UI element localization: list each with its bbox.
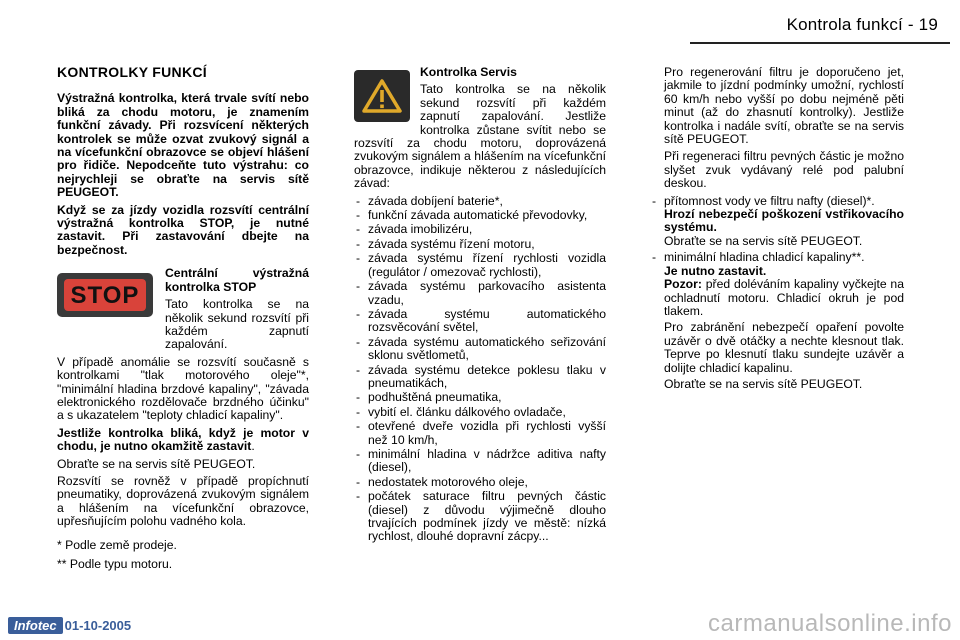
water-warning: Hrozí nebezpečí poškození vstřikovacího systému.	[664, 207, 904, 235]
footnotes	[57, 539, 309, 572]
list-item	[650, 251, 904, 391]
stop-title: Centrální výstražná kontrolka STOP	[165, 266, 309, 294]
list-item: - závada systému řízení motoru,	[354, 238, 606, 251]
list-item: - vybití el. článku dálkového ovladače,	[354, 406, 606, 419]
stop-warning-icon	[57, 273, 153, 317]
fault-list	[354, 195, 606, 544]
list-item	[650, 195, 904, 249]
additional-list	[650, 195, 904, 392]
service-title: Kontrolka Servis	[420, 65, 517, 79]
water-item: - přítomnost vody ve filtru nafty (diesel)*.	[664, 193, 875, 208]
page-header	[0, 0, 960, 46]
anomaly-text: V případě anomálie se rozsvítí současně s kontrolkami "tlak motorového oleje"*, "minimální hladina brzdové kapaliny", "závada elektronického rozdělovače brzdného účinku" a s ukazatelem "teploty chladicí kapaliny".	[57, 354, 309, 423]
intro-stop: Když se za jízdy vozidla rozsvítí centrální výstražná kontrolka STOP, je nutné zastavit. Při zastavování dbejte na bezpečnost.	[57, 202, 309, 257]
blink-end: .	[251, 439, 255, 454]
footer-left	[8, 617, 131, 634]
column-2	[354, 66, 606, 545]
list-item: - závada systému řízení rychlosti vozidla (regulátor / omezovač rychlosti),	[354, 252, 606, 279]
footnote-2: ** Podle typu motoru.	[57, 557, 173, 571]
service-warning-block	[354, 66, 606, 191]
coolant-item: - minimální hladina chladicí kapaliny**.	[664, 250, 865, 265]
footnote-1: * Podle země prodeje.	[57, 537, 177, 552]
blink-warning: Jestliže kontrolka bliká, když je motor v chodu, je nutno okamžitě zastavit	[57, 425, 309, 454]
print-date: 01-10-2005	[64, 618, 132, 633]
list-item: - závada dobíjení baterie*,	[354, 195, 606, 208]
regen-paragraph-1: Pro regenerování filtru je doporučeno jet, jakmile to jízdní podmínky umožní, rychlostí 60 km/h nebo vyšší po dobu nejméně pěti minut (až do zhasnutí kontrolky). Jestliže kontrolka i nadále svítí, obraťte se na servis sítě PEUGEOT.	[664, 65, 904, 147]
list-item: - závada systému parkovacího asistenta vzadu,	[354, 280, 606, 307]
list-item: - nedostatek motorového oleje,	[354, 476, 606, 489]
caution-label: Pozor:	[664, 277, 702, 292]
column-1	[57, 66, 309, 577]
infotec-logo: Infotec	[8, 617, 63, 634]
warning-triangle-icon	[354, 70, 410, 122]
stop-icon-label: STOP	[64, 279, 146, 311]
water-service: Obraťte se na servis sítě PEUGEOT.	[664, 233, 863, 248]
list-item: - minimální hladina v nádržce aditiva nafty (diesel),	[354, 448, 606, 475]
list-item: - závada systému automatického seřizování sklonu světlometů,	[354, 336, 606, 363]
caution-text: před doléváním kapaliny vyčkejte na ochladnutí motoru. Chladicí okruh je pod tlakem.	[664, 277, 904, 318]
header-rule	[690, 42, 950, 44]
list-item: - závada imobilizéru,	[354, 223, 606, 236]
list-item: - závada systému automatického rozsvěcování světel,	[354, 308, 606, 335]
stop-description: Tato kontrolka se na několik sekund rozsvítí při každém zapnutí zapalování.	[165, 297, 309, 352]
list-item: - počátek saturace filtru pevných částic (diesel) z důvodu výjimečně dlouho trvajících podmínek jízdy ve městě: nízká rychlost, dlouhé dopravní zácpy...	[354, 490, 606, 544]
final-service: Obraťte se na servis sítě PEUGEOT.	[664, 376, 863, 391]
burn-text: Pro zabránění nebezpečí opaření povolte uzávěr o dvě otáčky a nechte klesnout tlak. Teprve po klesnutí tlaku sundejte uzávěr a dolijte chladicí kapalinu.	[664, 320, 904, 375]
service-intro: Tato kontrolka se na několik sekund rozsvítí při každém zapnutí zapalování. Jestliže kontrolka zůstane svítit nebo se rozsvítí za chodu motoru, doprovázená zvukovým signálem a hlášením na vícefunkční obrazovce, indikuje některou z následujících závad:	[354, 82, 606, 191]
column-3	[650, 66, 904, 392]
list-item: - závada systému detekce poklesu tlaku v pneumatikách,	[354, 364, 606, 391]
list-item: - otevřené dveře vozidla při rychlosti vyšší než 10 km/h,	[354, 420, 606, 447]
watermark: carmanualsonline.info	[708, 610, 952, 637]
regen-paragraph-2: Při regeneraci filtru pevných částic je možno slyšet zvuk vydávaný relé pod palubní deskou.	[664, 149, 904, 191]
blink-paragraph	[57, 427, 309, 454]
coolant-warning: Je nutno zastavit.	[664, 263, 767, 278]
service-text: Obraťte se na servis sítě PEUGEOT.	[57, 456, 256, 471]
stop-warning-block	[57, 267, 309, 355]
list-item: - podhuštěná pneumatika,	[354, 391, 606, 404]
tyre-text: Rozsvítí se rovněž v případě propíchnutí pneumatiky, doprovázená zvukovým signálem a hlášením na vícefunkční obrazovce, upřesňujícím polohu vadného kola.	[57, 473, 309, 529]
section-title: KONTROLKY FUNKCÍ	[57, 64, 207, 80]
page-title: Kontrola funkcí - 19	[786, 15, 938, 34]
intro-warning: Výstražná kontrolka, která trvale svítí nebo bliká za chodu motoru, je znamením funkční závady. Při rozsvícení některých kontrolek se může ozvat zvukový signál a na vícefunkční obrazovce se objeví hlášení pro řidiče. Nepodceňte tuto výstrahu: co nejrychleji se obraťte na servis sítě PEUGEOT.	[57, 91, 309, 200]
list-item: - funkční závada automatické převodovky,	[354, 209, 606, 222]
